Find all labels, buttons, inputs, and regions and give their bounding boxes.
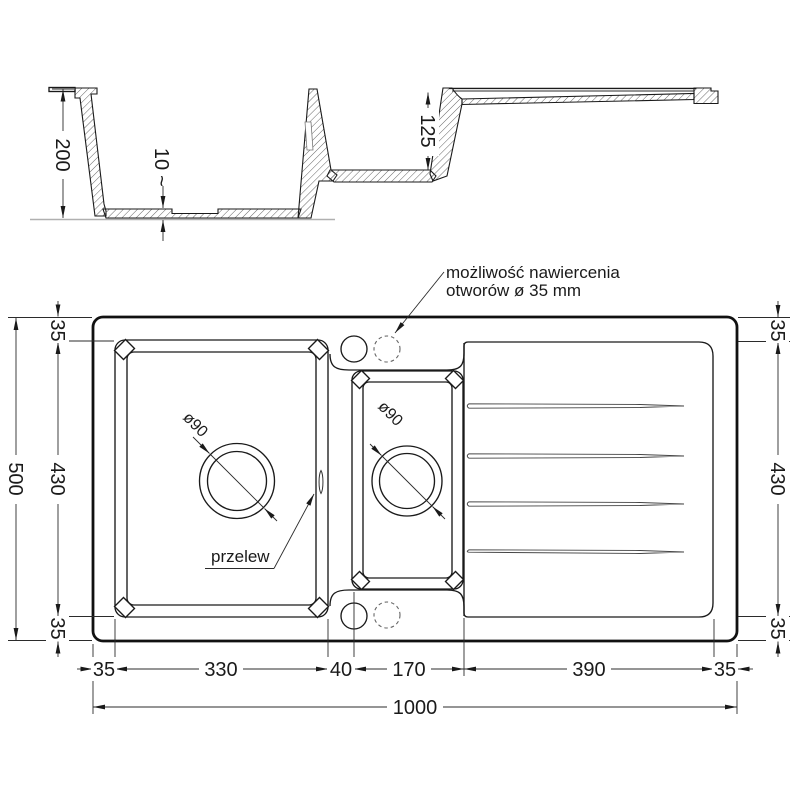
dim-base-thickness-tilde: ~: [150, 175, 172, 187]
dim-total-height: [4, 318, 28, 640]
overflow-slot: [319, 471, 323, 494]
section-divider-wall: [298, 89, 337, 218]
dim-b5-label: 390: [572, 659, 606, 681]
secondary-drain-label: ø90: [374, 398, 406, 430]
overflow-label: przelew: [211, 547, 270, 566]
dim-b4-label: 170: [392, 659, 426, 681]
drainboard-groove: [467, 502, 684, 506]
dim-b3-label: 40: [329, 659, 353, 681]
section-left-lip: [49, 88, 75, 92]
section-drainboard-slab: [462, 94, 694, 105]
tap-hole-top: [341, 336, 367, 362]
dim-right-column: [766, 301, 789, 657]
dim-small-bowl-depth-label: 125: [416, 114, 438, 148]
dim-right-bottom-label: 35: [766, 617, 788, 640]
dim-total-height-label: 500: [4, 462, 26, 496]
plan-view: [93, 263, 737, 641]
dim-left-bottom-label: 35: [46, 617, 68, 640]
section-right-rim: [694, 88, 718, 104]
dim-total-width-label: 1000: [392, 697, 438, 719]
section-small-bowl-bottom: [327, 170, 436, 182]
dim-depth-label: 200: [51, 138, 73, 172]
dim-right-mid-label: 430: [766, 462, 788, 496]
dim-right-top-label: 35: [766, 319, 788, 342]
dim-b6-label: 35: [713, 659, 737, 681]
main-drain-label: ø90: [179, 409, 211, 441]
section-left-wall: [75, 88, 106, 216]
section-view: [30, 88, 718, 242]
dim-total-width: [93, 695, 737, 719]
drill-note-line2: otworów ø 35 mm: [446, 281, 582, 300]
sink-outline: [93, 317, 737, 641]
dim-b2-label: 330: [204, 659, 238, 681]
dim-left-top-label: 35: [46, 319, 68, 342]
dim-bottom-row: [77, 657, 753, 681]
dim-left-column: [46, 301, 69, 657]
drainboard-groove: [467, 404, 684, 408]
dim-b1-label: 35: [92, 659, 116, 681]
drill-note-line1: możliwość nawiercenia: [446, 263, 620, 282]
dim-depth: [51, 89, 74, 218]
dim-base-thickness: [150, 148, 172, 241]
dim-base-thickness-digits: 10: [150, 147, 172, 171]
section-main-bowl-bottom: [103, 209, 301, 218]
drainboard-groove: [467, 454, 684, 458]
dim-left-mid-label: 430: [46, 462, 68, 496]
